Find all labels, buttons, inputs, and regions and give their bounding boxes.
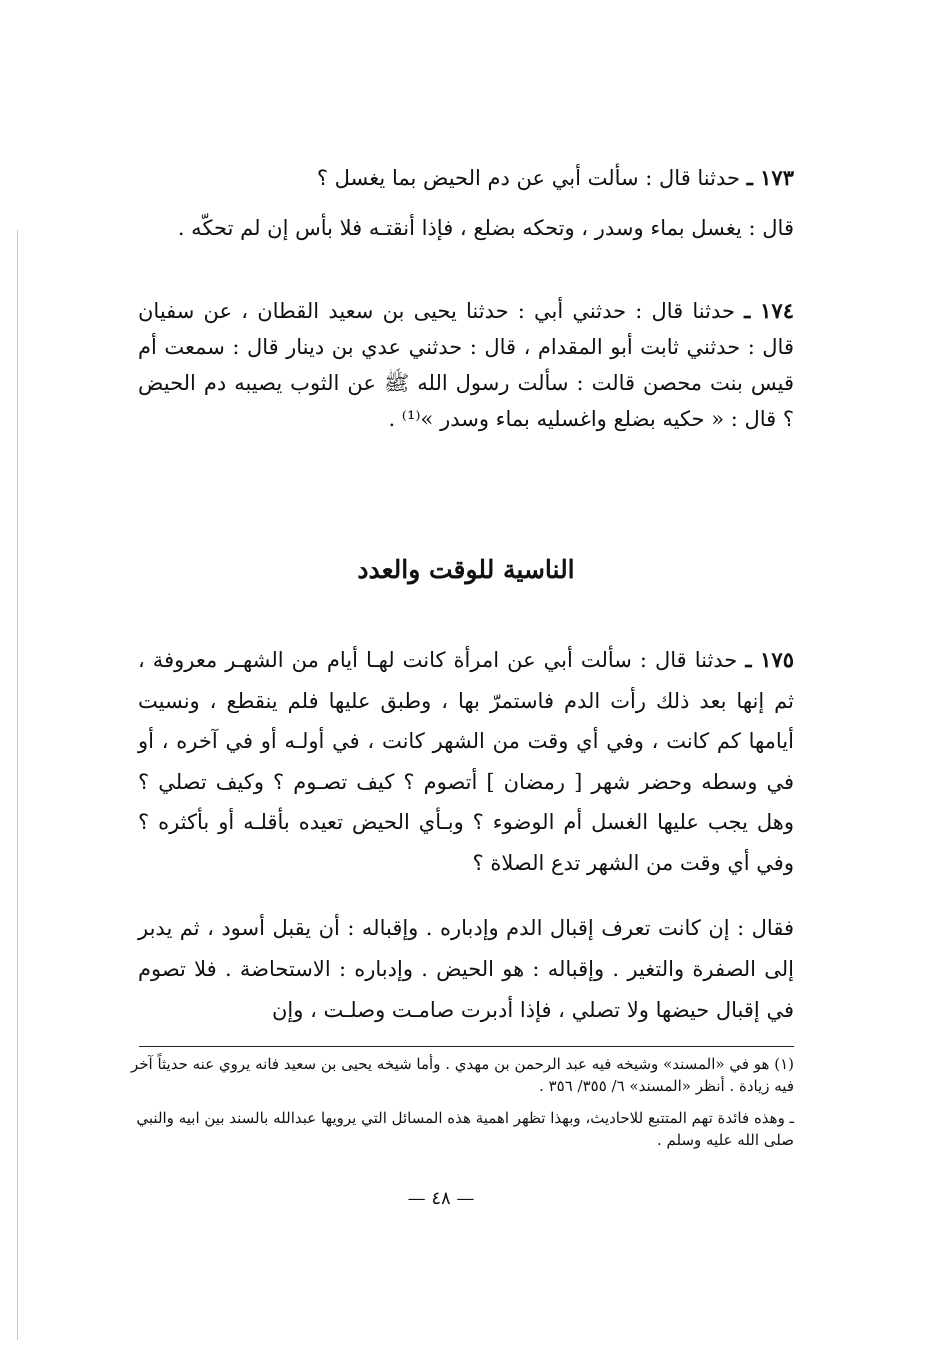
hadith-text: حدثنا قال : سألت أبي عن امرأة كانت لهـا أيام من الشهـر معروفة ، ثم إنها بعد ذلك رأت الدم فاستمرّ بها ، وطبق عليها فلم ينقطع ، ونسيت أيامها كم كانت ، وفي أي وقت من الشهر كانت ، في أولـه أو في آخره ، أو في وسطه وحضر شهر [ رمضان ] أتصوم ؟ كيف تصـوم ؟ وكيف تصلي ؟ وهل يجب عليها الغسل أم الوضوء ؟ وبـأي الحيض تعيده بأقلـه أو بأكثره ؟ وفي أي وقت من الشهر تدع الصلاة ؟ [138, 648, 794, 875]
hadith-text: حدثنا قال : سألت أبي عن دم الحيض بما يغسل ؟ [316, 166, 740, 190]
page-number: — ٤٨ — [407, 1188, 475, 1209]
hadith-175-answer: فقال : إن كانت تعرف إقبال الدم وإدباره . وإقباله : أن يقبل أسود ، ثم يدبر إلى الصفرة والتغير . وإقباله : هو الحيض . وإدباره : الاستحاضة . فلا تصوم في إقبال حيضها ولا تصلي ، فإذا أدبرت صامـت وصلـت ، وإن [138, 916, 794, 1022]
page-edge-line [17, 230, 18, 1340]
hadith-number: ١٧٤ ـ [744, 298, 794, 323]
hadith-175 [138, 640, 794, 883]
footnote-2: ـ وهذه فائدة تهم المتتبع للاحاديث، وبهذا تظهر اهمية هذه المسائل التي يرويها عبدالله بالسند بين ابيه والنبي صلى الله عليه وسلم . [136, 1109, 794, 1149]
hadith-number: ١٧٣ ـ [746, 165, 794, 190]
hadith-174 [138, 293, 794, 437]
footnote-separator [139, 1046, 794, 1047]
hadith-173-question [138, 158, 794, 198]
footnotes [126, 1046, 798, 1151]
hadith-number: ١٧٥ ـ [745, 647, 794, 672]
section-title: الناسية للوقت والعدد [357, 555, 575, 584]
hadith-text: حدثنا قال : حدثني أبي : حدثنا يحيى بن سعيد القطان ، عن سفيان قال : حدثني ثابت أبو المقدام ، قال : حدثني عدي بن دينار قال : سمعت أم قيس بنت محصن قالت : سألت رسول الله ﷺ عن الثوب يصيبه دم الحيض ؟ قال : « حكيه بضلع واغسليه بماء وسدر »⁽¹⁾ . [138, 299, 794, 431]
hadith-173-answer: قال : يغسل بماء وسدر ، وتحكه بضلع ، فإذا أنقتـه فلا بأس إن لم تحكّه . [177, 216, 794, 240]
footnote-1: (١) هو في «المسند» وشيخه فيه عبد الرحمن بن مهدي . وأما شيخه يحيى بن سعيد فانه يروي عنه حديثاً آخر فيه زيادة . أنظر «المسند» ٦/ ٣٥٥/ ٣٥٦ . [130, 1055, 794, 1095]
